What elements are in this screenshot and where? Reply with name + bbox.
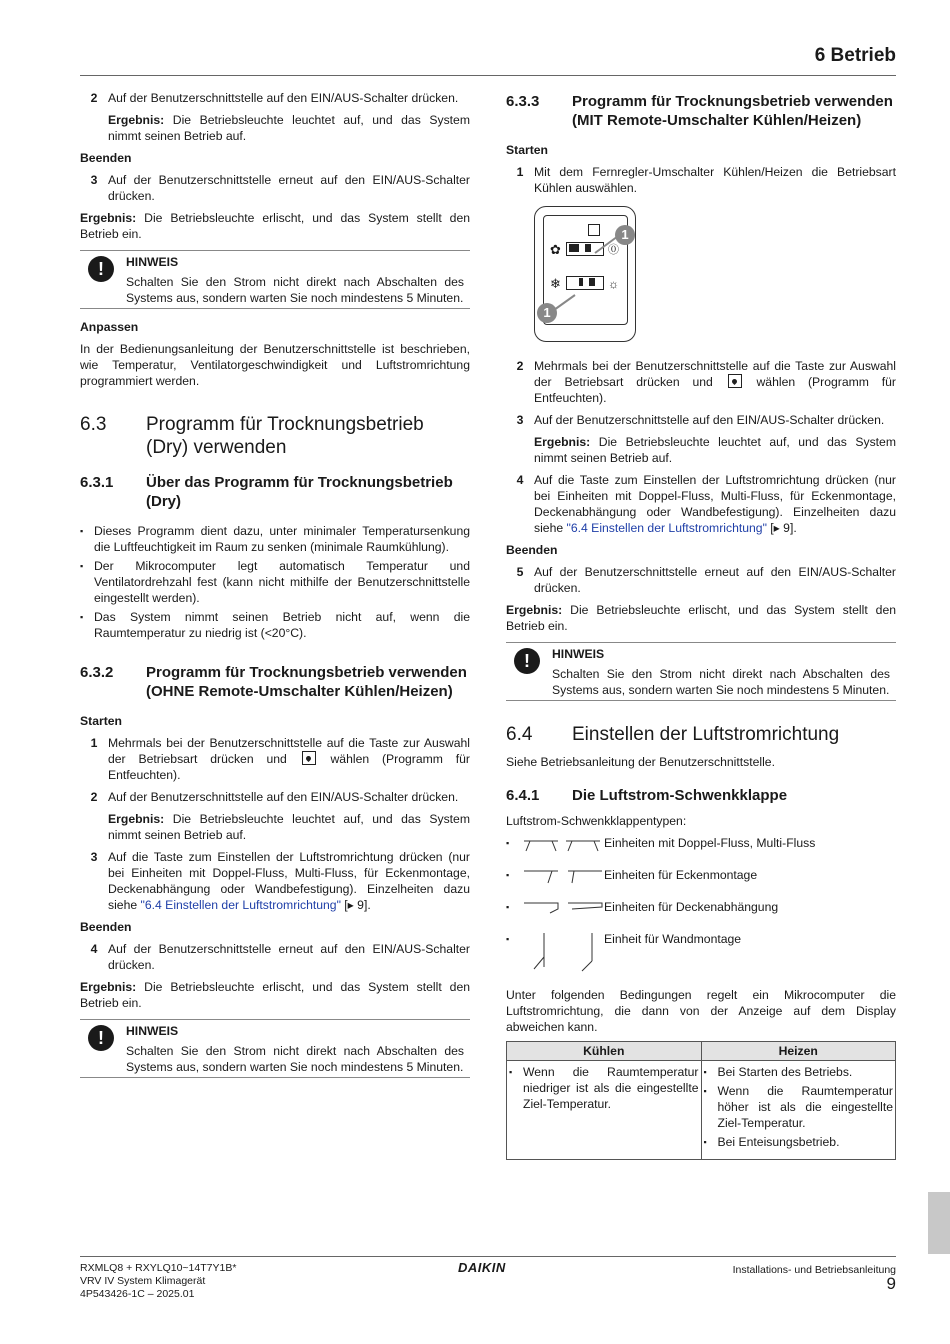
list-item: ▪ Einheiten mit Doppel-Fluss, Multi-Fluss — [506, 835, 896, 855]
cool-snowflake-icon: ❄ — [550, 276, 561, 291]
wall-flap-icon — [522, 931, 604, 975]
starten-label: Starten — [80, 714, 122, 728]
step-1-right: 1 Mit dem Fernregler-Umschalter Kühlen/Heizen die Betriebsart Kühlen auswählen. — [516, 165, 896, 195]
section-6-4-1-heading: 6.4.1 Die Luftstrom-Schwenkklappe — [506, 787, 788, 804]
conditions-table — [506, 1041, 896, 1160]
fan-icon: ✿ — [550, 242, 561, 257]
result-3: Ergebnis: Die Betriebsleuchte erlischt, und das System stellt den Betrieb ein. — [80, 211, 470, 241]
step-2-right: 2 Mehrmals bei der Benutzerschnittstelle auf die Taste zur Auswahl der Betriebsart drücken und wählen (Programm für Entfeuchten). — [516, 359, 896, 405]
notice-title: HINWEIS — [126, 255, 179, 269]
beenden-label-right: Beenden — [506, 543, 558, 557]
page-number: 9 — [886, 1274, 896, 1293]
section-6-3-2-heading: 6.3.2 Programm für Trocknungsbetrieb verwenden (OHNE Remote-Umschalter Kühlen/Heizen) — [80, 664, 467, 700]
callout-1-bottom: 1 — [537, 303, 557, 323]
list-item: ▪ Wenn die Raumtemperatur höher ist als die eingestellte Ziel-Temperatur. — [703, 1084, 893, 1130]
step-3: 3 Auf der Benutzerschnittstelle erneut auf den EIN/AUS-Schalter drücken. — [90, 173, 470, 203]
section-link[interactable]: "6.4 Einstellen der Luftstromrichtung" — [566, 521, 767, 535]
warning-icon: ! — [88, 256, 114, 282]
list-item: ▪ Dieses Programm dient dazu, unter minimaler Temperatursenkung die Luftfeuchtigkeit im Raum zu senken (minimale Raumkühlung). — [80, 524, 470, 554]
step-3-right: 3 Auf der Benutzerschnittstelle auf den EIN/AUS-Schalter drücken. — [516, 413, 885, 427]
footer-model-info: RXMLQ8 + RXYLQ10~14T7Y1B* VRV IV System Klimagerät 4P543426-1C – 2025.01 — [80, 1262, 237, 1300]
left-column — [80, 90, 470, 1088]
table-header-heizen: Heizen — [701, 1042, 896, 1061]
notice-text: Schalten Sie den Strom nicht direkt nach Abschalten des Systems aus, sondern warten Sie noch mindestens 5 Minuten. — [126, 275, 464, 305]
right-column — [506, 90, 896, 1160]
chapter-title: 6 Betrieb — [814, 45, 896, 66]
step-3b: 3 Auf die Taste zum Einstellen der Luftstromrichtung drücken (nur bei Einheiten mit Doppel-Fluss, Multi-Fluss, für Eckenmontage, Deckenabhängung oder Wandbefestigung). Einzelheiten dazu siehe "6.4 Einstellen der Luftstromrichtung" [▸ 9]. — [90, 850, 470, 912]
types-label: Luftstrom-Schwenkklappentypen: — [506, 814, 687, 828]
anpassen-label: Anpassen — [80, 320, 139, 334]
list-item: ▪ Einheiten für Deckenabhängung — [506, 899, 896, 919]
section-6-3-heading: 6.3 Programm für Trocknungsbetrieb (Dry) verwenden — [80, 414, 424, 458]
heat-sun-icon: ☼ — [608, 277, 619, 291]
section-6-4-text: Siehe Betriebsanleitung der Benutzerschnittstelle. — [506, 755, 775, 769]
section-6-3-1-heading: 6.3.1 Über das Programm für Trocknungsbetrieb (Dry) — [80, 474, 453, 510]
notice-box-2: ! HINWEIS Schalten Sie den Strom nicht direkt nach Abschalten des Systems aus, sondern warten Sie noch mindestens 5 Minuten. — [80, 1019, 470, 1078]
step-4: 4 Auf der Benutzerschnittstelle erneut auf den EIN/AUS-Schalter drücken. — [90, 942, 470, 972]
dry-mode-icon — [728, 374, 742, 388]
section-6-3-3-heading: 6.3.3 Programm für Trocknungsbetrieb verwenden (MIT Remote-Umschalter Kühlen/Heizen) — [506, 93, 893, 129]
list-item: ▪ Das System nimmt seinen Betrieb nicht auf, wenn die Raumtemperatur zu niedrig ist (<20°C). — [80, 610, 470, 640]
ceiling-flap-icon — [522, 899, 604, 919]
power-icon: ⓪ — [608, 244, 619, 256]
table-header-kuehlen: Kühlen — [507, 1042, 702, 1061]
table-row — [507, 1061, 896, 1160]
warning-icon: ! — [88, 1025, 114, 1051]
beenden-label: Beenden — [80, 151, 132, 165]
list-item: ▪ Der Mikrocomputer legt automatisch Temperatur und Ventilatordrehzahl fest (kann nicht mithilfe der Benutzerschnittstelle eingestellt werden). — [80, 559, 470, 605]
chapter-tab — [928, 1192, 950, 1254]
anpassen-text: In der Bedienungsanleitung der Benutzerschnittstelle ist beschrieben, wie Temperatur, Ventilatorgeschwindigkeit und Luftstromrichtung programmiert werden. — [80, 342, 470, 388]
footer-rule — [80, 1256, 896, 1257]
result-2b: Ergebnis: Die Betriebsleuchte leuchtet auf, und das System nimmt seinen Betrieb auf. — [108, 812, 470, 842]
warning-icon: ! — [514, 648, 540, 674]
list-item: ▪ Einheiten für Eckenmontage — [506, 867, 896, 887]
starten-label-right: Starten — [506, 143, 548, 157]
result-2: Ergebnis: Die Betriebsleuchte leuchtet auf, und das System nimmt seinen Betrieb auf. — [108, 113, 470, 143]
step-4-right: 4 Auf die Taste zum Einstellen der Luftstromrichtung drücken (nur bei Einheiten mit Doppel-Fluss, Multi-Fluss, für Eckenmontage, Deckenabhängung oder Wandbefestigung). Einzelheiten dazu siehe "6.4 Einstellen der Luftstromrichtung" [▸ 9]. — [516, 473, 896, 535]
notice-box-right: ! HINWEIS Schalten Sie den Strom nicht direkt nach Abschalten des Systems aus, sondern warten Sie noch mindestens 5 Minuten. — [506, 642, 896, 701]
step-1: 1 Mehrmals bei der Benutzerschnittstelle auf die Taste zur Auswahl der Betriebsart drücken und wählen (Programm für Entfeuchten). — [90, 736, 470, 782]
conditions-text: Unter folgenden Bedingungen regelt ein Mikrocomputer die Luftstromrichtung, die dann von der Anzeige auf dem Display abweichen kann. — [506, 988, 896, 1034]
list-item: ▪ Wenn die Raumtemperatur niedriger ist als die eingestellte Ziel-Temperatur. — [509, 1065, 699, 1111]
section-6-4-heading: 6.4 Einstellen der Luftstromrichtung — [506, 724, 840, 745]
list-item: ▪ Einheit für Wandmontage — [506, 931, 896, 975]
notice-box — [80, 250, 470, 309]
dry-mode-icon — [302, 751, 316, 765]
result-4: Ergebnis: Die Betriebsleuchte erlischt, und das System stellt den Betrieb ein. — [80, 980, 470, 1010]
callout-1-top: 1 — [615, 225, 635, 245]
list-item: ▪ Bei Starten des Betriebs. — [703, 1065, 853, 1079]
daikin-logo: DAIKIN — [458, 1260, 506, 1275]
step-2b: 2 Auf der Benutzerschnittstelle auf den EIN/AUS-Schalter drücken. — [90, 790, 459, 804]
bullet-list — [80, 523, 470, 641]
beenden-label-2: Beenden — [80, 920, 132, 934]
header-rule — [80, 75, 896, 76]
result-3-right: Ergebnis: Die Betriebsleuchte leuchtet auf, und das System nimmt seinen Betrieb auf. — [534, 435, 896, 465]
double-flow-flap-icon — [522, 835, 604, 855]
footer-doc-title: Installations- und Betriebsanleitung — [732, 1264, 896, 1276]
remote-switch-illustration — [534, 206, 636, 342]
section-link[interactable]: "6.4 Einstellen der Luftstromrichtung" — [140, 898, 341, 912]
corner-flap-icon — [522, 867, 604, 887]
step-5-right: 5 Auf der Benutzerschnittstelle erneut auf den EIN/AUS-Schalter drücken. — [516, 565, 896, 595]
step-2: 2 Auf der Benutzerschnittstelle auf den EIN/AUS-Schalter drücken. — [90, 91, 459, 105]
result-5-right: Ergebnis: Die Betriebsleuchte erlischt, und das System stellt den Betrieb ein. — [506, 603, 896, 633]
list-item: ▪ Bei Enteisungsbetrieb. — [703, 1135, 840, 1149]
